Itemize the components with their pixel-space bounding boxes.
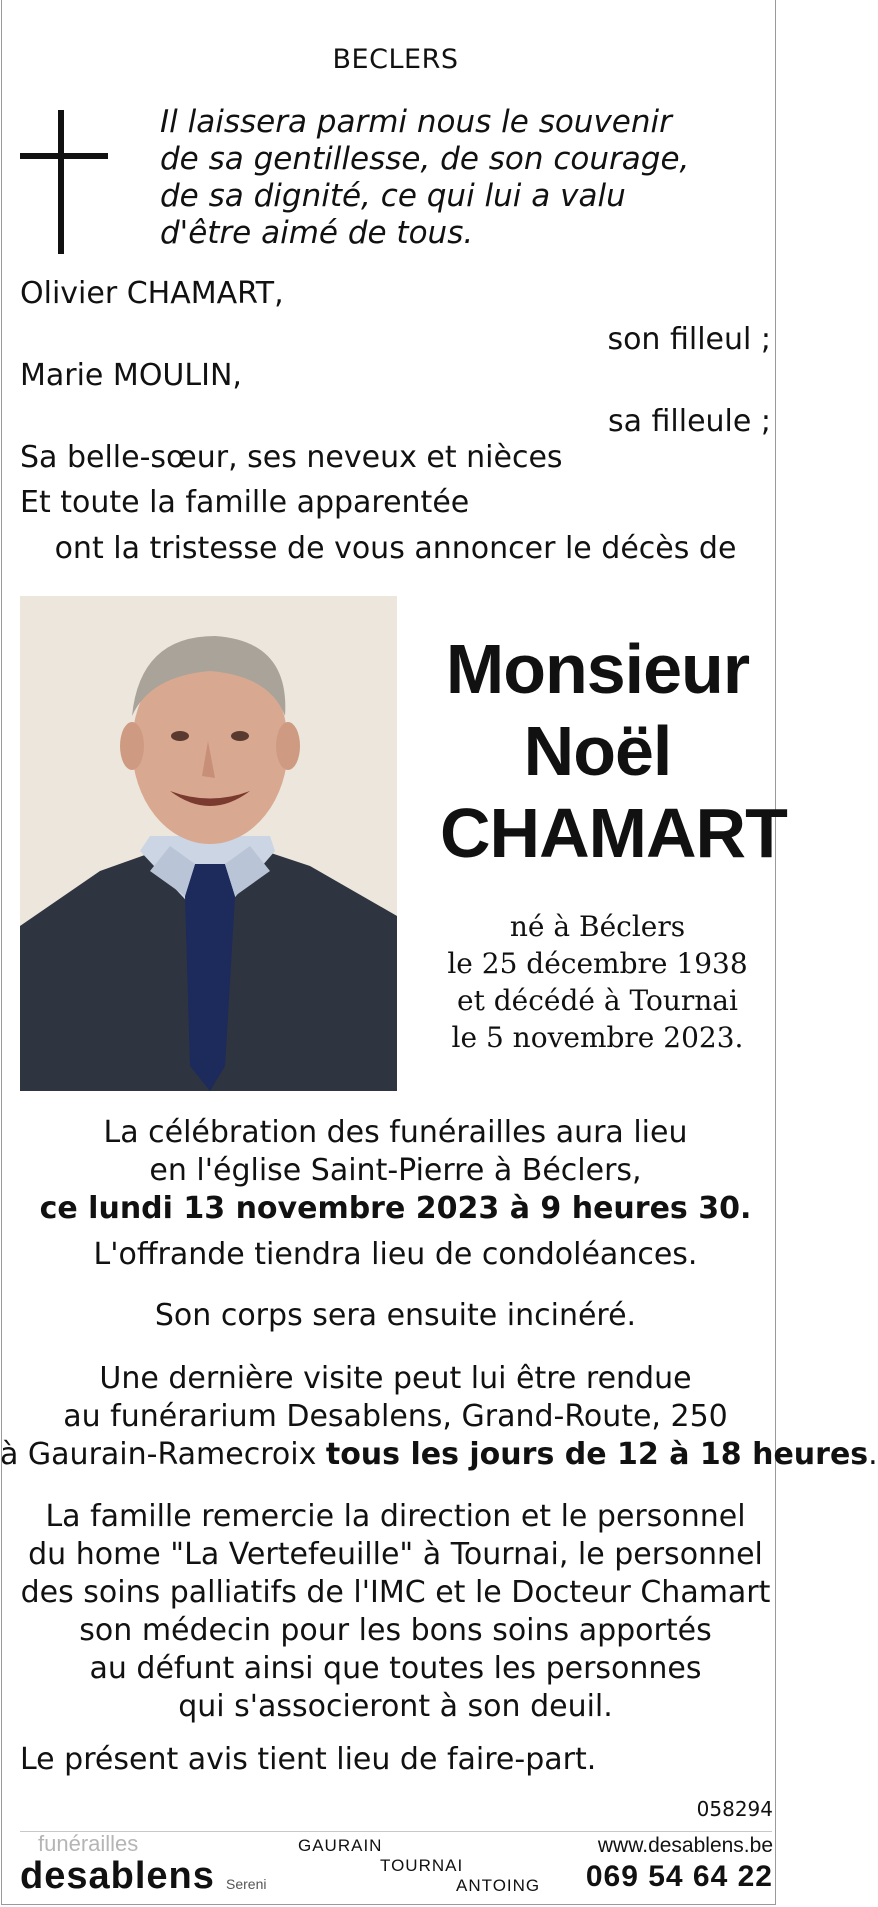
brand-tagline: funérailles	[38, 1831, 139, 1856]
visit-line: au funérarium Desablens, Grand-Route, 250	[63, 1399, 728, 1434]
family-member-1: Olivier CHAMART,	[20, 276, 284, 311]
quote-line: de sa gentillesse, de son courage,	[160, 141, 690, 177]
ceremony-date-bold: ce lundi 13 novembre 2023 à 9 heures 30.	[39, 1191, 752, 1226]
brand-sub: Sereni	[226, 1876, 267, 1892]
visit-block	[0, 1360, 878, 1474]
cross-icon-bar	[20, 153, 108, 159]
visit-punct: .	[868, 1437, 878, 1472]
quote-line: Il laissera parmi nous le souvenir	[160, 104, 672, 140]
memorial-quote	[160, 104, 689, 252]
family-line-4: Et toute la famille apparentée	[20, 485, 470, 520]
death-date: le 5 novembre 2023.	[451, 1021, 744, 1054]
thanks-line: des soins palliatifs de l'IMC et le Docteur Chamart	[20, 1575, 771, 1610]
ceremony-line: La célébration des funérailles aura lieu	[103, 1115, 688, 1150]
portrait-photo	[20, 596, 397, 1091]
family-relation-1: son filleul ;	[607, 322, 771, 357]
birth-date: le 25 décembre 1938	[447, 947, 748, 980]
deceased-name	[440, 628, 787, 874]
quote-line: de sa dignité, ce qui lui a valu	[160, 178, 626, 214]
ceremony-line: en l'église Saint-Pierre à Béclers,	[149, 1153, 642, 1188]
city-antoing: ANTOING	[456, 1876, 541, 1895]
ceremony-date	[0, 1190, 791, 1228]
thanks-block	[0, 1498, 791, 1726]
birth-place: né à Béclers	[509, 910, 686, 943]
brand-logo: desablens	[20, 1855, 215, 1897]
phone-number: 069 54 64 22	[585, 1860, 773, 1893]
city-tournai: TOURNAI	[380, 1856, 464, 1875]
place-heading: BECLERS	[332, 44, 459, 75]
announcement: ont la tristesse de vous annoncer le décès de	[54, 531, 737, 566]
visit-hours: tous les jours de 12 à 18 heures	[325, 1437, 869, 1472]
thanks-line: La famille remercie la direction et le personnel	[45, 1499, 746, 1534]
visit-line	[0, 1436, 878, 1474]
offering-note: L'offrande tiendra lieu de condoléances.	[93, 1237, 698, 1272]
life-dates	[440, 908, 755, 1056]
deceased-first-name: Noël	[523, 712, 672, 790]
thanks-line: du home "La Vertefeuille" à Tournai, le personnel	[28, 1537, 763, 1572]
deceased-title: Monsieur	[445, 630, 750, 708]
website-link[interactable]: www.desablens.be	[597, 1834, 773, 1857]
family-member-2: Marie MOULIN,	[20, 358, 242, 393]
city-gaurain: GAURAIN	[298, 1836, 383, 1855]
closing-note: Le présent avis tient lieu de faire-part.	[20, 1742, 597, 1777]
reference-number: 058294	[696, 1797, 773, 1821]
visit-line: Une dernière visite peut lui être rendue	[99, 1361, 692, 1396]
ceremony-block	[0, 1114, 791, 1228]
portrait-illustration	[20, 596, 397, 1091]
quote-line: d'être aimé de tous.	[160, 215, 474, 251]
visit-location: à Gaurain-Ramecroix	[0, 1437, 326, 1472]
cremation-note: Son corps sera ensuite incinéré.	[154, 1298, 637, 1333]
family-line-3: Sa belle-sœur, ses neveux et nièces	[20, 440, 563, 475]
thanks-line: qui s'associeront à son deuil.	[178, 1689, 613, 1724]
death-place: et décédé à Tournai	[457, 984, 738, 1017]
family-relation-2: sa filleule ;	[607, 404, 771, 439]
cross-icon	[58, 110, 64, 254]
thanks-line: son médecin pour les bons soins apportés	[79, 1613, 712, 1648]
deceased-last-name: CHAMART	[440, 794, 787, 872]
thanks-line: au défunt ainsi que toutes les personnes	[89, 1651, 702, 1686]
